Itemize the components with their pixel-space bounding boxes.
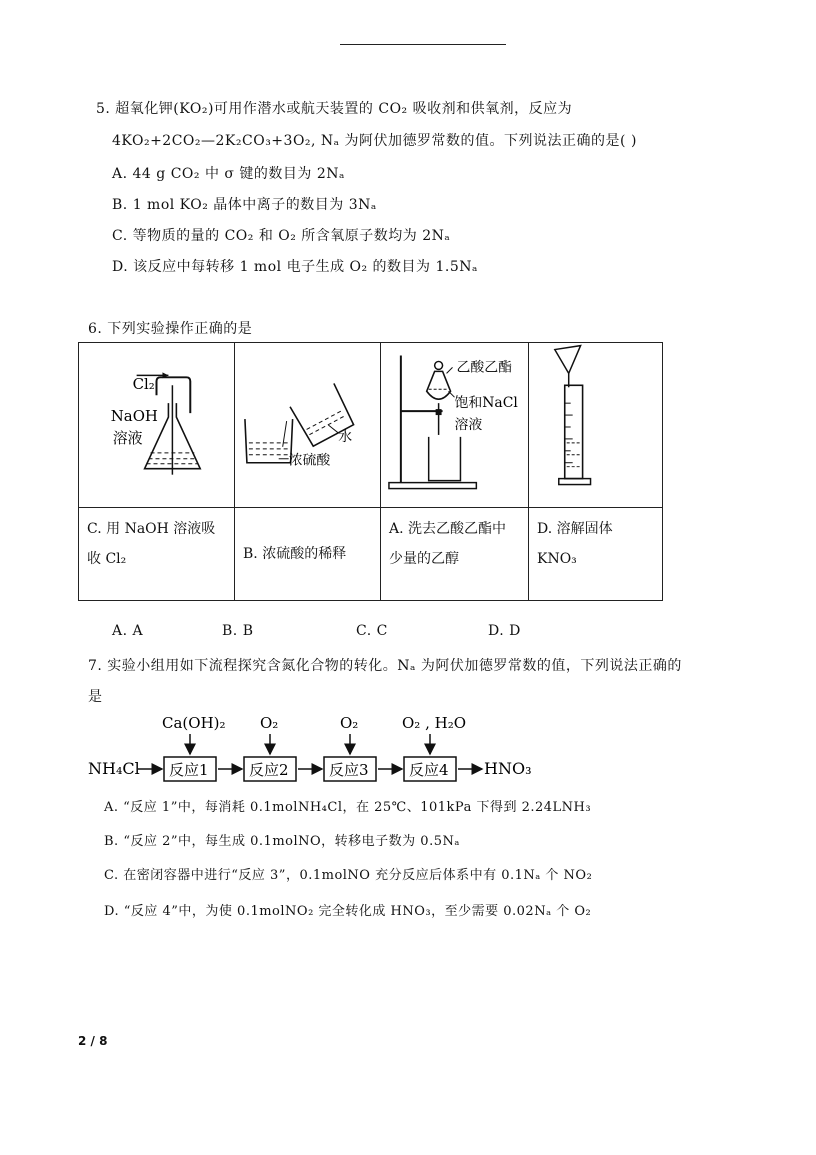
q6-cell-a-image — [381, 343, 529, 508]
label-conc-acid: 浓硫酸 — [288, 452, 331, 469]
q7-stem-line2: 是 — [88, 689, 103, 705]
q5-option-d: D. 该反应中每转移 1 mol 电子生成 O₂ 的数目为 1.5Nₐ — [112, 259, 478, 275]
q5-option-c: C. 等物质的量的 CO₂ 和 O₂ 所含氧原子数均为 2Nₐ — [112, 228, 451, 244]
beaker-pouring-icon — [235, 343, 380, 507]
q6-answer-b: B. B — [222, 623, 254, 639]
flow-reagent-4: O₂ , H₂O — [402, 714, 467, 732]
flow-end-hno3: HNO₃ — [484, 759, 532, 778]
q6-caption-a: A. 洗去乙酸乙酯中 少量的乙醇 — [381, 508, 529, 601]
q6-cell-c-image — [79, 343, 235, 508]
flow-reagent-2: O₂ — [260, 714, 279, 732]
gas-absorption-flask-icon — [79, 343, 234, 507]
flow-box-3-label: 反应3 — [329, 761, 369, 779]
label-solution: 溶液 — [112, 428, 143, 447]
q6-answer-d: D. D — [488, 623, 521, 639]
q6-answer-c: C. C — [356, 623, 388, 639]
label-water: 水 — [338, 428, 353, 445]
separatory-funnel-icon — [381, 343, 528, 507]
q6-stem: 6. 下列实验操作正确的是 — [88, 321, 253, 337]
flow-reagent-1: Ca(OH)₂ — [162, 714, 226, 732]
label-sat-nacl: 饱和NaCl — [454, 395, 518, 412]
q6-caption-b: B. 浓硫酸的稀释 — [235, 508, 381, 601]
q6-cell-b-image — [235, 343, 381, 508]
q6-cell-d-image — [529, 343, 663, 508]
q5-line1: 5. 超氧化钾(KO₂)可用作潜水或航天装置的 CO₂ 吸收剂和供氧剂，反应为 — [96, 101, 573, 117]
page-number: 2 / 8 — [78, 1034, 108, 1048]
q7-option-d: D. “反应 4”中，为使 0.1molNO₂ 完全转化成 HNO₃，至少需要 0.02Nₐ 个 O₂ — [104, 904, 592, 919]
q6-apparatus-table — [78, 342, 663, 601]
q7-flow-diagram — [88, 712, 568, 792]
label-cl2: Cl₂ — [132, 375, 155, 394]
q5-option-a: A. 44 g CO₂ 中 σ 键的数目为 2Nₐ — [112, 166, 345, 182]
q6-caption-d: D. 溶解固体 KNO₃ — [529, 508, 663, 601]
flow-box-1-label: 反应1 — [169, 761, 209, 779]
header-rule — [340, 44, 506, 45]
q7-option-b: B. “反应 2”中，每生成 0.1molNO，转移电子数为 0.5Nₐ — [104, 834, 460, 849]
flow-box-2-label: 反应2 — [249, 761, 289, 779]
q7-option-a: A. “反应 1”中，每消耗 0.1molNH₄Cl，在 25℃、101kPa 下得到 2.24LNH₃ — [104, 800, 592, 815]
q5-option-b: B. 1 mol KO₂ 晶体中离子的数目为 3Nₐ — [112, 197, 377, 213]
flow-reagent-3: O₂ — [340, 714, 359, 732]
q6-answer-a: A. A — [112, 623, 144, 639]
label-naoh: NaOH — [110, 407, 158, 426]
graduated-cylinder-icon — [529, 343, 662, 507]
flow-start-nh4cl: NH₄Cl — [88, 759, 140, 778]
q7-stem-line1: 7. 实验小组用如下流程探究含氮化合物的转化。Nₐ 为阿伏加德罗常数的值，下列说法正确的 — [88, 658, 682, 674]
flow-box-4-label: 反应4 — [409, 761, 449, 779]
q7-option-c: C. 在密闭容器中进行“反应 3”，0.1molNO 充分反应后体系中有 0.1Nₐ 个 NO₂ — [104, 868, 593, 883]
label-ethyl-acetate: 乙酸乙酯 — [456, 359, 513, 376]
q5-line2: 4KO₂+2CO₂—2K₂CO₃+3O₂, Nₐ 为阿伏加德罗常数的值。下列说法正确的是( ) — [112, 133, 637, 149]
label-solution-2: 溶液 — [454, 416, 483, 433]
q6-caption-c: C. 用 NaOH 溶液吸 收 Cl₂ — [79, 508, 235, 601]
